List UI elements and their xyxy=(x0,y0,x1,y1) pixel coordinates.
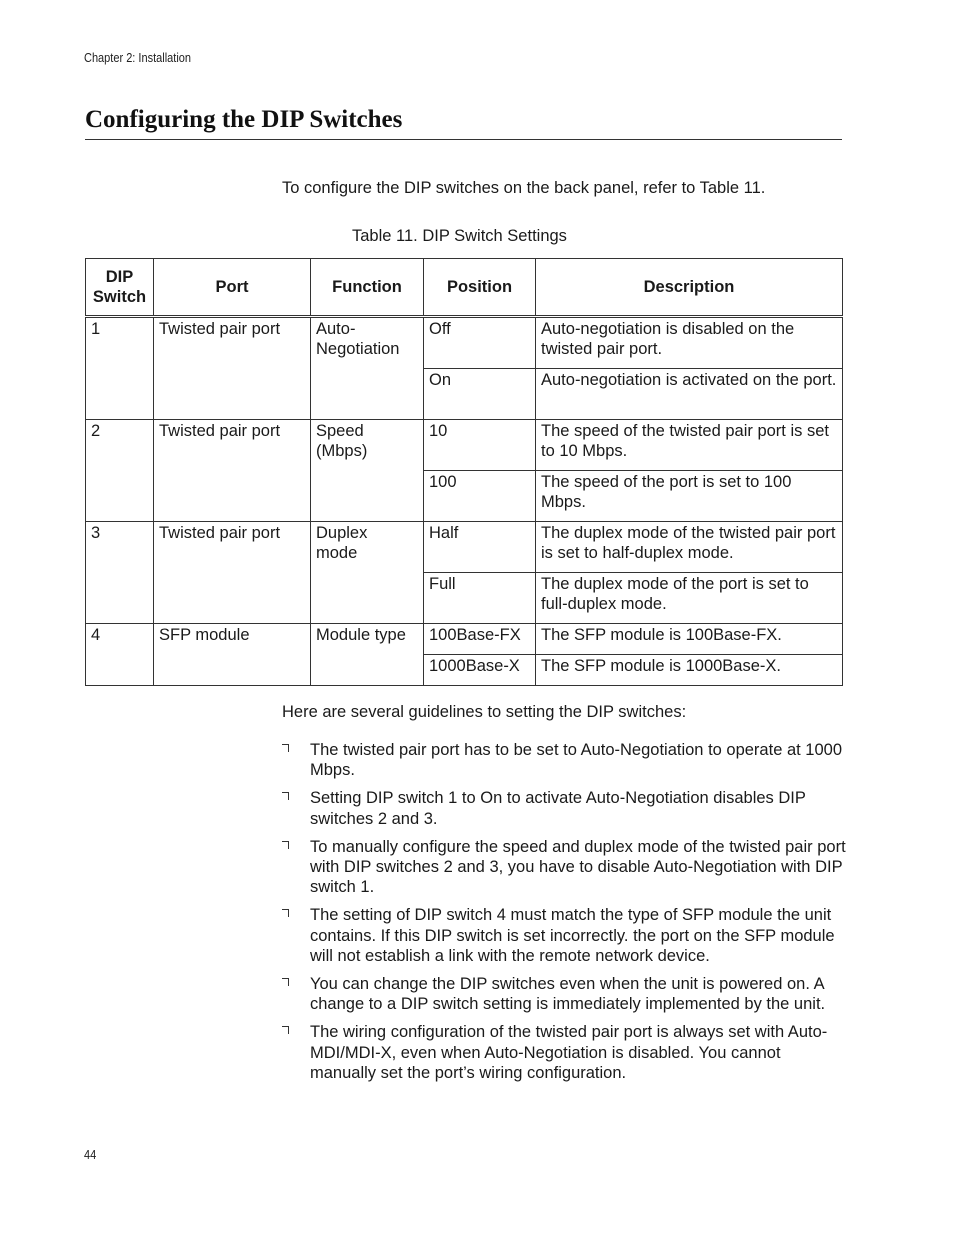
list-item-text: You can change the DIP switches even when the unit is powered on. A change to a DIP switch setting is immediately implemented by the unit. xyxy=(310,975,826,1014)
running-head: Chapter 2: Installation xyxy=(84,51,192,65)
position-cell: Full xyxy=(424,573,536,624)
table-caption: Table 11. DIP Switch Settings xyxy=(352,227,567,245)
checkbox-bullet-icon xyxy=(282,978,289,986)
switch-cell: 1 xyxy=(86,317,154,420)
description-cell: The SFP module is 100Base-FX. xyxy=(536,624,843,655)
position-cell: 1000Base-X xyxy=(424,655,536,686)
table-row xyxy=(86,420,843,471)
guidelines-list xyxy=(282,740,847,1091)
checkbox-bullet-icon xyxy=(282,841,289,849)
section-title: Configuring the DIP Switches xyxy=(85,106,403,133)
position-cell: On xyxy=(424,369,536,420)
checkbox-bullet-icon xyxy=(282,744,289,752)
list-item-text: To manually configure the speed and duplex mode of the twisted pair port with DIP switches 2 and 3, you have to disable Auto-Negotiation with DIP switch 1. xyxy=(310,837,846,897)
list-item xyxy=(282,740,847,780)
header-dip-switch: DIP Switch xyxy=(86,259,154,317)
description-cell: Auto-negotiation is activated on the port. xyxy=(536,369,843,420)
list-item xyxy=(282,905,847,966)
position-cell: Off xyxy=(424,317,536,369)
list-item xyxy=(282,974,847,1014)
list-item xyxy=(282,788,847,828)
header-description: Description xyxy=(536,259,843,317)
list-item-text: The wiring configuration of the twisted pair port is always set with Auto-MDI/MDI-X, even when Auto-Negotiation is disabled. You cannot manually set the port’s wiring configuration. xyxy=(310,1023,828,1082)
list-item-text: Setting DIP switch 1 to On to activate Auto-Negotiation disables DIP switches 2 and 3. xyxy=(310,789,806,828)
list-item-text: The twisted pair port has to be set to Auto-Negotiation to operate at 1000 Mbps. xyxy=(310,741,843,780)
function-cell: Speed (Mbps) xyxy=(311,420,424,522)
header-port: Port xyxy=(154,259,311,317)
table-header-row xyxy=(86,259,843,317)
intro-paragraph: To configure the DIP switches on the back panel, refer to Table 11. xyxy=(282,179,766,197)
function-cell: Module type xyxy=(311,624,424,686)
list-item xyxy=(282,1022,847,1083)
title-rule xyxy=(85,139,842,140)
checkbox-bullet-icon xyxy=(282,909,289,917)
description-cell: The speed of the twisted pair port is set to 10 Mbps. xyxy=(536,420,843,471)
guidelines-intro: Here are several guidelines to setting the DIP switches: xyxy=(282,703,687,721)
port-cell: Twisted pair port xyxy=(154,317,311,420)
port-cell: Twisted pair port xyxy=(154,420,311,522)
header-position: Position xyxy=(424,259,536,317)
switch-cell: 4 xyxy=(86,624,154,686)
list-item xyxy=(282,837,847,898)
dip-switch-table xyxy=(85,258,843,686)
description-cell: Auto-negotiation is disabled on the twisted pair port. xyxy=(536,317,843,369)
description-cell: The duplex mode of the twisted pair port is set to half-duplex mode. xyxy=(536,522,843,573)
table-row xyxy=(86,624,843,655)
port-cell: Twisted pair port xyxy=(154,522,311,624)
function-cell: Duplex mode xyxy=(311,522,424,624)
function-cell: Auto- Negotiation xyxy=(311,317,424,420)
description-cell: The duplex mode of the port is set to full-duplex mode. xyxy=(536,573,843,624)
checkbox-bullet-icon xyxy=(282,1026,289,1034)
description-cell: The SFP module is 1000Base-X. xyxy=(536,655,843,686)
position-cell: 100Base-FX xyxy=(424,624,536,655)
position-cell: Half xyxy=(424,522,536,573)
list-item-text: The setting of DIP switch 4 must match the type of SFP module the unit contains. If this DIP switch is set incorrectly. the port on the SFP module will not establish a link with the remote network device. xyxy=(310,906,835,965)
switch-cell: 3 xyxy=(86,522,154,624)
description-cell: The speed of the port is set to 100 Mbps. xyxy=(536,471,843,522)
position-cell: 10 xyxy=(424,420,536,471)
table-row xyxy=(86,317,843,369)
page-number: 44 xyxy=(84,1148,97,1162)
header-function: Function xyxy=(311,259,424,317)
checkbox-bullet-icon xyxy=(282,792,289,800)
port-cell: SFP module xyxy=(154,624,311,686)
switch-cell: 2 xyxy=(86,420,154,522)
table-row xyxy=(86,522,843,573)
position-cell: 100 xyxy=(424,471,536,522)
